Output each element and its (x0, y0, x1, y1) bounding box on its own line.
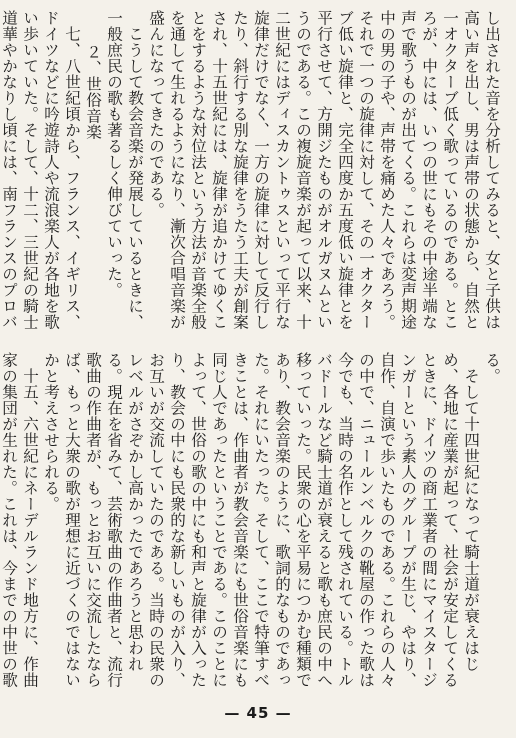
upper-text-block (0, 10, 502, 342)
paragraph-troubadours: 七、八世紀頃から、フランス、イギリス、ドイツなどに吟遊詩人や流浪楽人が各地を歌い歩いていた。そして、十二、三世紀の騎士道華やかなりし頃には、南フランスのプロバ (0, 10, 81, 330)
lower-text-block (0, 352, 502, 690)
paragraph-continuation: る。 (483, 352, 501, 384)
section-heading-secular-music: ２、世俗音楽 (84, 44, 102, 141)
paragraph-organum: し出された音を分析してみると、女と子供は高い声を出し、男は声帯の状態から、自然と一オクターブ低く歌っているのである。ところが、中には、いつの世にもその中途半端な声で歌うものが出てくる。これらは変声期途中の男の子や、声帯を痛めた人々であろう。それで一つの旋律に対して、その一オクターブ低い旋律と、完全四度か五度低い旋律とを平行させて、方開ジたものがオルガヌムというのである。この複旋音楽が起って以来、十二世紀にはディスカントゥスといって平行な旋律だけでなく、一方の旋律に対して反行したり、斜行する別な旋律をうたう工夫が創案され、十五世紀には、旋律が追かけてゆくことをするような対位法という方法が音楽全般を通して生れるようになり、漸次合唱音楽が盛んになってきたのである。 (147, 10, 501, 330)
paragraph-netherlands: 十五、六世紀にネーデルランド地方に、作曲家の集団が生れた。これは、今までの中世の歌 (0, 352, 39, 688)
paragraph-meistersinger: そして十四世紀になって騎士道が衰えはじめ、各地に産業が起って、社会が安定してくるときに、ドイツの商工業者の間にマイスタージンガーという素人のグループが生じ、やはり、自作、自演で歩いたものである。これらの人々の中で、ニュールンベルクの靴屋の作った歌は今でも、当時の名作として残されている。トルバドールなど騎士道が衰えると歌も庶民の中へ移っていった。民衆の心を平易につかむ種類であり、教会音楽のように、歌詞的なものであった。それにいたった。そして、ここで特筆すべきことは、作曲者が教会音楽にも世俗音楽にも同じ人であったということである。このことによって、世俗の歌の中にも和声と旋律が入ったり、教会の中にも民衆的な新しいものが入り、お互いが交流していたのである。当時の民衆のレベルがさぞかし高かったであろうと思われる。現在を省みて、芸術歌曲の作曲者と、流行歌曲の作曲者が、もっとお互いに交流したならば、もっと大衆の歌が理想に近づくのではないかと考えさせられる。 (42, 352, 480, 688)
page-number: — 45 — (224, 704, 292, 722)
paragraph-transition: こうして教会音楽が発展しているときに、一般庶民の歌も著るしく伸びていった。 (105, 10, 144, 330)
